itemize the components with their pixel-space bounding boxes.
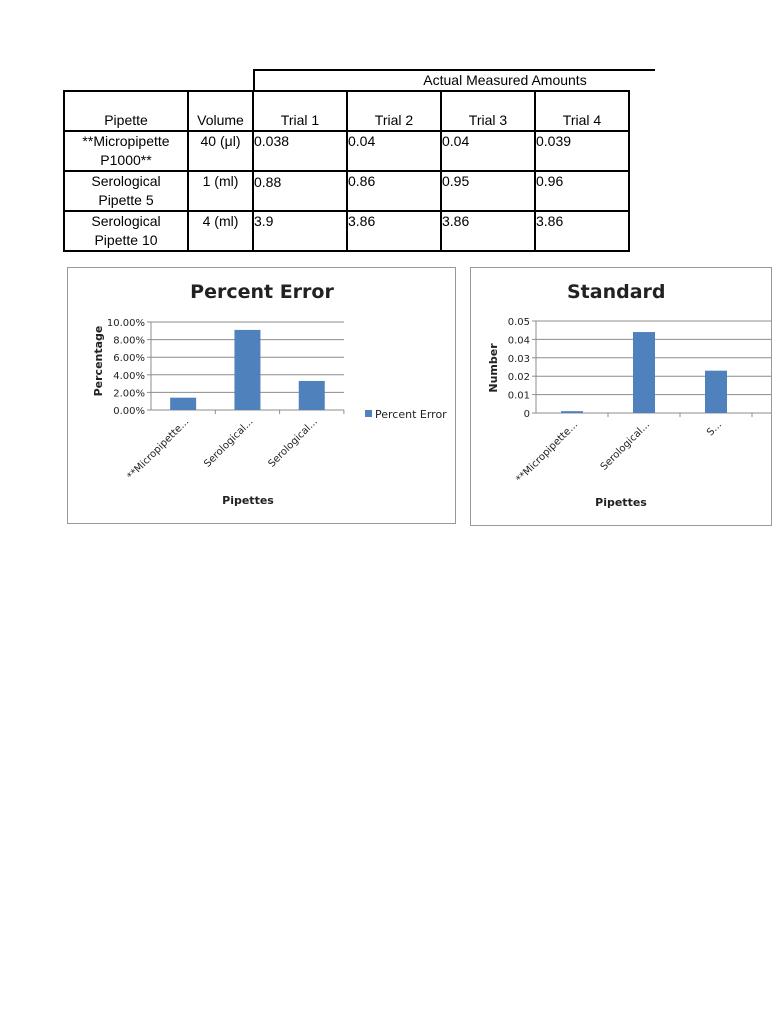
y-tick-label: 0.04 bbox=[507, 335, 530, 347]
legend-label: Percent Error bbox=[375, 408, 447, 421]
table-row bbox=[64, 131, 629, 171]
chart-title: Percent Error bbox=[190, 281, 334, 303]
row-name-line2: Pipette 5 bbox=[98, 192, 154, 208]
x-axis-label: Pipettes bbox=[222, 494, 274, 507]
y-axis-label: Number bbox=[487, 343, 500, 393]
row-volume: 40 (μl) bbox=[188, 131, 253, 171]
y-tick-label: 0.00% bbox=[113, 406, 145, 417]
header-trial-1: Trial 1 bbox=[253, 91, 347, 131]
y-tick-label: 4.00% bbox=[113, 370, 145, 382]
row-trial-value: 3.9 bbox=[253, 211, 347, 251]
legend-swatch bbox=[365, 410, 372, 417]
row-name-cell bbox=[64, 211, 188, 251]
x-tick-label: **Micropipette... bbox=[125, 416, 192, 483]
row-name-cell bbox=[64, 131, 188, 171]
x-tick-label: Serological... bbox=[266, 416, 320, 470]
row-name-line2: P1000** bbox=[100, 152, 152, 168]
y-tick-label: 0.05 bbox=[507, 317, 530, 328]
row-trial-value: 3.86 bbox=[347, 211, 441, 251]
bar bbox=[561, 411, 583, 413]
row-trial-value: 0.039 bbox=[535, 131, 629, 171]
bar bbox=[633, 332, 655, 413]
row-volume: 1 (ml) bbox=[188, 171, 253, 211]
x-tick-label: **Micropipette... bbox=[514, 419, 581, 486]
row-name-line1: Serological bbox=[91, 213, 161, 229]
y-tick-label: 6.00% bbox=[113, 353, 145, 365]
row-trial-value: 3.86 bbox=[441, 211, 535, 251]
row-trial-value: 0.038 bbox=[253, 131, 347, 171]
y-tick-label: 0 bbox=[523, 409, 530, 420]
standard-deviation-chart bbox=[470, 267, 772, 526]
row-name-line1: Serological bbox=[91, 173, 161, 189]
table-row bbox=[64, 171, 629, 211]
row-trial-value: 0.04 bbox=[347, 131, 441, 171]
row-trial-value: 0.88 bbox=[253, 171, 347, 211]
measurement-table bbox=[63, 90, 630, 252]
chart-title: Standard bbox=[567, 281, 666, 303]
y-tick-label: 0.02 bbox=[507, 372, 530, 384]
group-header-label: Actual Measured Amounts bbox=[423, 72, 587, 88]
header-trial-2: Trial 2 bbox=[347, 91, 441, 131]
bar bbox=[234, 330, 260, 410]
row-trial-value: 3.86 bbox=[535, 211, 629, 251]
row-trial-value: 0.95 bbox=[441, 171, 535, 211]
y-tick-label: 8.00% bbox=[113, 335, 145, 347]
row-name-cell bbox=[64, 171, 188, 211]
bar bbox=[170, 398, 196, 410]
header-pipette: Pipette bbox=[64, 91, 188, 131]
bar bbox=[705, 371, 727, 413]
standard-deviation-chart-svg bbox=[471, 268, 771, 525]
table-header-row bbox=[64, 91, 629, 131]
y-tick-label: 0.03 bbox=[507, 353, 530, 365]
row-trial-value: 0.86 bbox=[347, 171, 441, 211]
percent-error-chart-svg bbox=[68, 268, 455, 523]
row-name-line1: **Micropipette bbox=[82, 133, 170, 149]
row-volume: 4 (ml) bbox=[188, 211, 253, 251]
header-trial-4: Trial 4 bbox=[535, 91, 629, 131]
x-tick-label: Serological... bbox=[202, 416, 256, 470]
y-tick-label: 2.00% bbox=[113, 388, 145, 400]
y-tick-label: 10.00% bbox=[106, 318, 145, 329]
row-trial-value: 0.96 bbox=[535, 171, 629, 211]
bar bbox=[299, 381, 325, 410]
group-header-box bbox=[253, 69, 655, 91]
header-trial-3: Trial 3 bbox=[441, 91, 535, 131]
table-row bbox=[64, 211, 629, 251]
percent-error-chart bbox=[67, 267, 456, 524]
x-axis-label: Pipettes bbox=[595, 496, 647, 509]
header-volume: Volume bbox=[188, 91, 253, 131]
x-tick-label: Serological... bbox=[598, 419, 653, 473]
x-tick-label: S... bbox=[705, 419, 725, 439]
y-tick-label: 0.01 bbox=[507, 390, 530, 402]
row-trial-value: 0.04 bbox=[441, 131, 535, 171]
y-axis-label: Percentage bbox=[92, 325, 105, 397]
row-name-line2: Pipette 10 bbox=[94, 232, 158, 248]
